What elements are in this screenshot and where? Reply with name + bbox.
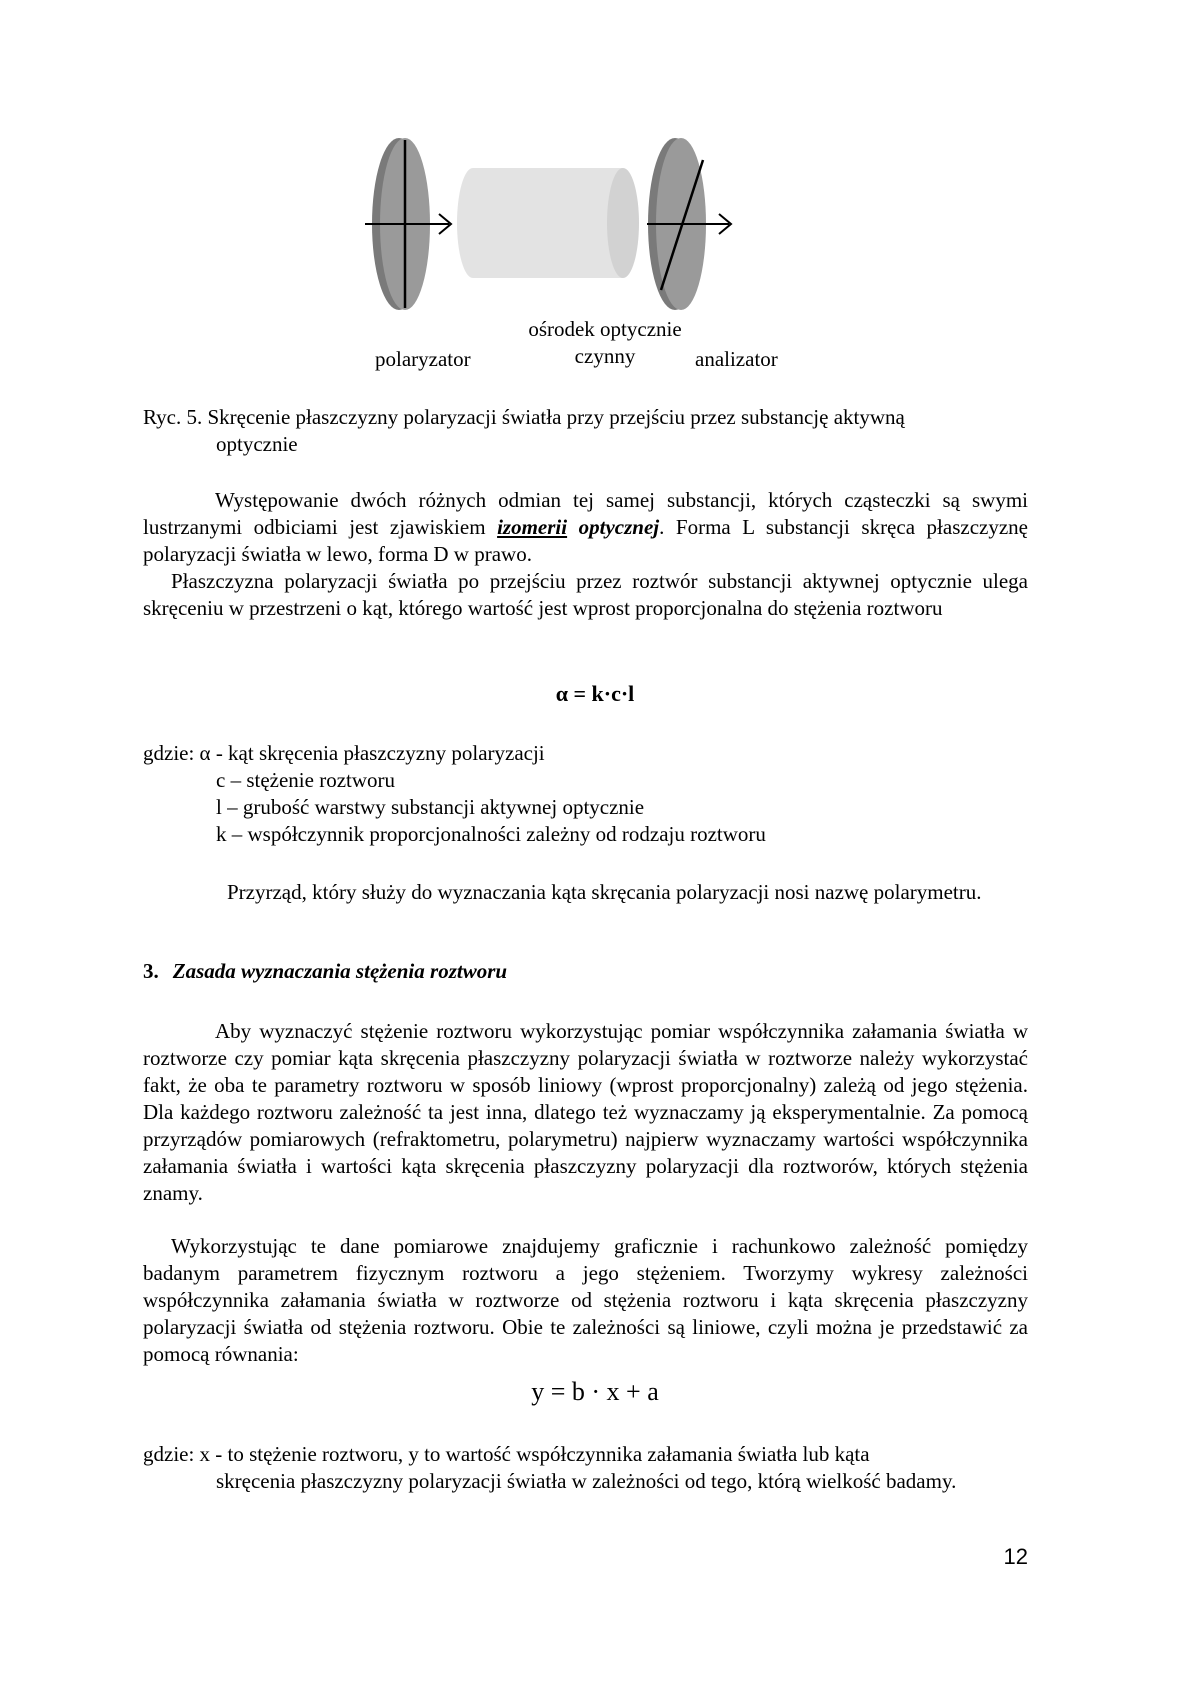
term-isomerism: izomerii <box>497 515 568 539</box>
para1-text-after: . Forma L substancji skręca płaszczyznę polaryzacji światła w lewo, forma D w prawo. <box>143 515 1028 566</box>
section-heading <box>143 959 507 984</box>
medium-cylinder-left-end <box>457 168 489 278</box>
linear-legend-line2: skręcenia płaszczyzny polaryzacji światła w zależności od tego, którą wielkość badamy. <box>216 1469 957 1493</box>
paragraph-polarimeter: Przyrząd, który służy do wyznaczania kąta skręcania polaryzacji nosi nazwę polarymetru. <box>227 880 982 904</box>
paragraph-rotation: Płaszczyzna polaryzacji światła po przejściu przez roztwór substancji aktywnej optycznie ulega skręceniu w przestrzeni o kąt, którego wartość jest wprost proporcjonalna do stężenia roztworu <box>143 569 1028 620</box>
medium-label-line2: czynny <box>574 344 636 368</box>
figure-caption <box>143 404 1028 458</box>
polarizer-label: polaryzator <box>375 347 471 371</box>
legend-c: c – stężenie roztworu <box>216 768 396 792</box>
page-number: 12 <box>1003 1544 1028 1569</box>
para1-text-before: Występowanie dwóch różnych odmian tej samej substancji, których cząsteczki są swymi lustrzanymi odbiciami jest zjawiskiem <box>143 488 1028 539</box>
formula-rotation-angle: α = k·c·l <box>555 681 635 706</box>
polarization-diagram <box>365 138 805 338</box>
legend-l: l – grubość warstwy substancji aktywnej optycznie <box>216 795 645 819</box>
para1-space <box>567 515 579 539</box>
medium-label-line1: ośrodek optycznie <box>528 317 682 341</box>
formula-legend <box>143 740 1028 848</box>
formula-linear-legend <box>143 1441 1028 1495</box>
section-title: Zasada wyznaczania stężenia roztworu <box>172 959 508 983</box>
legend-k: k – współczynnik proporcjonalności zależny od rodzaju roztworu <box>216 822 766 846</box>
medium-cylinder-right-end <box>607 168 639 278</box>
paragraph-method: Aby wyznaczyć stężenie roztworu wykorzystując pomiar współczynnika załamania światła w roztworze czy pomiar kąta skręcenia płaszczyzny polaryzacji światła w roztworze należy wykorzystać fakt, że oba te parametry roztworu w sposób liniowy (wprost proporcjonalny) zależą od jego stężenia. Dla każdego roztworu zależność ta jest inna, dlatego też wyznaczamy ją eksperymentalnie. Za pomocą przyrządów pomiarowych (refraktometru, polarymetru) najpierw wyznaczamy wartości współczynnika załamania światła i wartości kąta skręcenia płaszczyzny polaryzacji dla roztworów, których stężenia znamy. <box>143 1019 1028 1205</box>
term-optical: optycznej <box>578 515 660 539</box>
legend-alpha: gdzie: α - kąt skręcenia płaszczyzny polaryzacji <box>143 741 545 765</box>
section-number: 3. <box>143 959 159 983</box>
paragraph-isomerism <box>143 487 1028 568</box>
linear-legend-line1: gdzie: x - to stężenie roztworu, y to wartość współczynnika załamania światła lub kąta <box>143 1442 870 1466</box>
analyzer-label: analizator <box>695 347 778 371</box>
caption-line1: Ryc. 5. Skręcenie płaszczyzny polaryzacji światła przy przejściu przez substancję aktywną <box>143 405 905 429</box>
polarization-figure <box>365 138 805 378</box>
caption-line2: optycznie <box>216 432 298 456</box>
paragraph-linear-relation: Wykorzystując te dane pomiarowe znajdujemy graficznie i rachunkowo zależność pomiędzy badanym parametrem fizycznym roztworu a jego stężeniem. Tworzymy wykresy zależności współczynnika załamania światła w roztworze od stężenia roztworu i kąta skręcenia płaszczyzny polaryzacji światła od stężenia roztworu. Obie te zależności są liniowe, czyli można je przedstawić za pomocą równania: <box>143 1234 1028 1366</box>
medium-cylinder-body <box>473 168 623 278</box>
formula-linear: y = b · x + a <box>531 1377 659 1406</box>
